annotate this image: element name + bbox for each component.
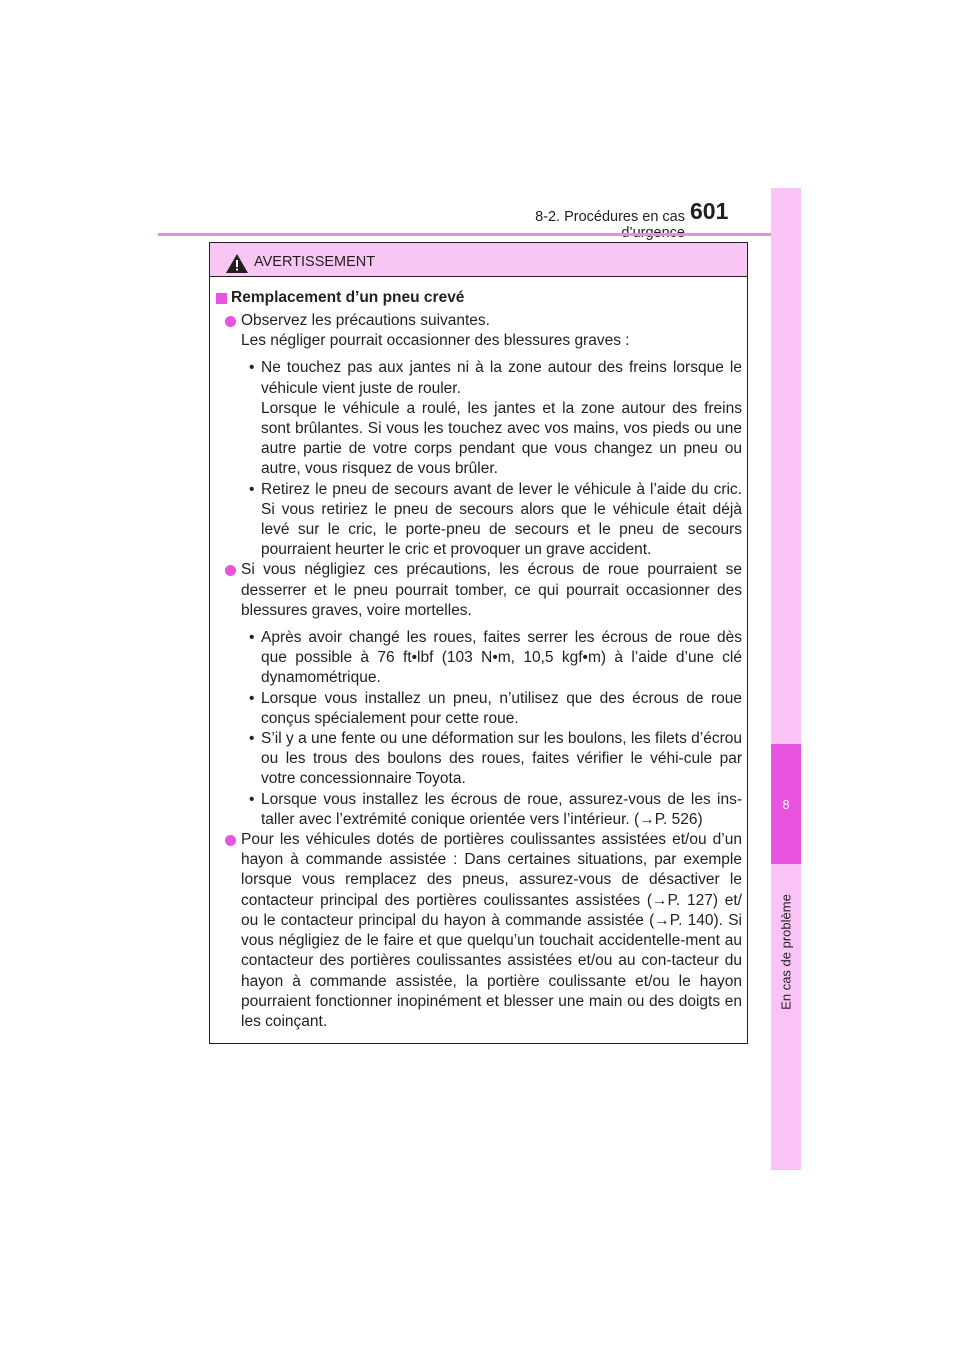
chapter-number: 8 [782,797,790,812]
warning-subitem: • Retirez le pneu de secours avant de lever le véhicule à l’aide du cric. Si vous retiriez le pneu de secours alors que le véhicule était déjà levé sur le cric, le porte-pneu de secours et le pneu de secours pourraient heurter le cric et provoquer un grave accident. [249,480,742,559]
warning-item [215,830,742,1032]
chapter-title: En cas de problème [778,894,794,1010]
warning-body [215,288,742,1032]
warning-box [209,242,748,1044]
warning-subitem: • Lorsque vous installez un pneu, n’utilisez que des écrous de roue conçus spécialement pour cette roue. [249,689,742,727]
bullet-dot-icon [225,565,236,576]
square-bullet-icon [216,293,227,304]
header-divider [158,233,800,236]
warning-subitem: • Ne touchez pas aux jantes ni à la zone autour des freins lorsque le véhicule vient juste de rouler. Lorsque le véhicule a roulé, les jantes et la zone autour des freins sont brûlantes. Si vous les touchez avec vos mains, vos pieds ou une autre partie de votre corps pendant que vous changez un pneu ou autre, vous risquez de vous brûler. [249,359,742,478]
warning-subitem: • Après avoir changé les roues, faites serrer les écrous de roue dès que possible à 76 ft•lbf (103 N•m, 10,5 kgf•m) à l’aide d’une clé dynamométrique. [249,629,742,687]
warning-triangle-icon [226,254,248,273]
section-title: 8-2. Procédures en cas [535,209,685,225]
item-line: Pour les véhicules dotés de portières coulissantes assistées et/ou d’un hayon à commande assistée : Dans certaines situations, par exemple lorsque vous remplacez des pneus, assurez-vous de désactiver le contacteur principal des portières coulissantes assistées (→P. 127) et/ ou le contacteur principal du hayon à commande assistée (→P. 140). Si vous négligiez de le faire et que quelqu’un touchait accidentelle-ment au contacteur des portières coulissantes assistées et/ou au con-tacteur du hayon à commande assistée, la portière coulissante et/ou le hayon pourraient fonctionner inopinément et blesser une main ou des doigts en les coinçant. [241,831,742,1030]
item-line: Observez les précautions suivantes. [241,312,490,329]
chapter-side-tab [771,188,801,1170]
warning-item [215,560,742,621]
item-line: Si vous négligiez ces précautions, les écrous de roue pourraient se desserrer et le pneu pourrait tomber, ce qui pourrait occasionner des blessures graves, voire mortelles. [241,561,742,619]
bullet-dot-icon [225,316,236,327]
item-line: Les négliger pourrait occasionner des blessures graves : [241,332,630,350]
page-number: 601 [690,198,729,224]
warning-title: AVERTISSEMENT [254,254,376,270]
bullet-dot-icon [225,835,236,846]
warning-header [210,243,747,277]
warning-subitem: • S’il y a une fente ou une déformation sur les boulons, les filets d’écrou ou les trous des boulons des roues, faites vérifier le véhi-cule par votre concessionnaire Toyota. [249,730,742,788]
warning-subitem: • Lorsque vous installez les écrous de roue, assurez-vous de les ins-taller avec l’extrémité conique orientée vers l’intérieur. (→P. 526) [249,790,742,828]
warning-item [215,311,742,351]
warning-heading: Remplacement d’un pneu crevé [215,288,742,308]
